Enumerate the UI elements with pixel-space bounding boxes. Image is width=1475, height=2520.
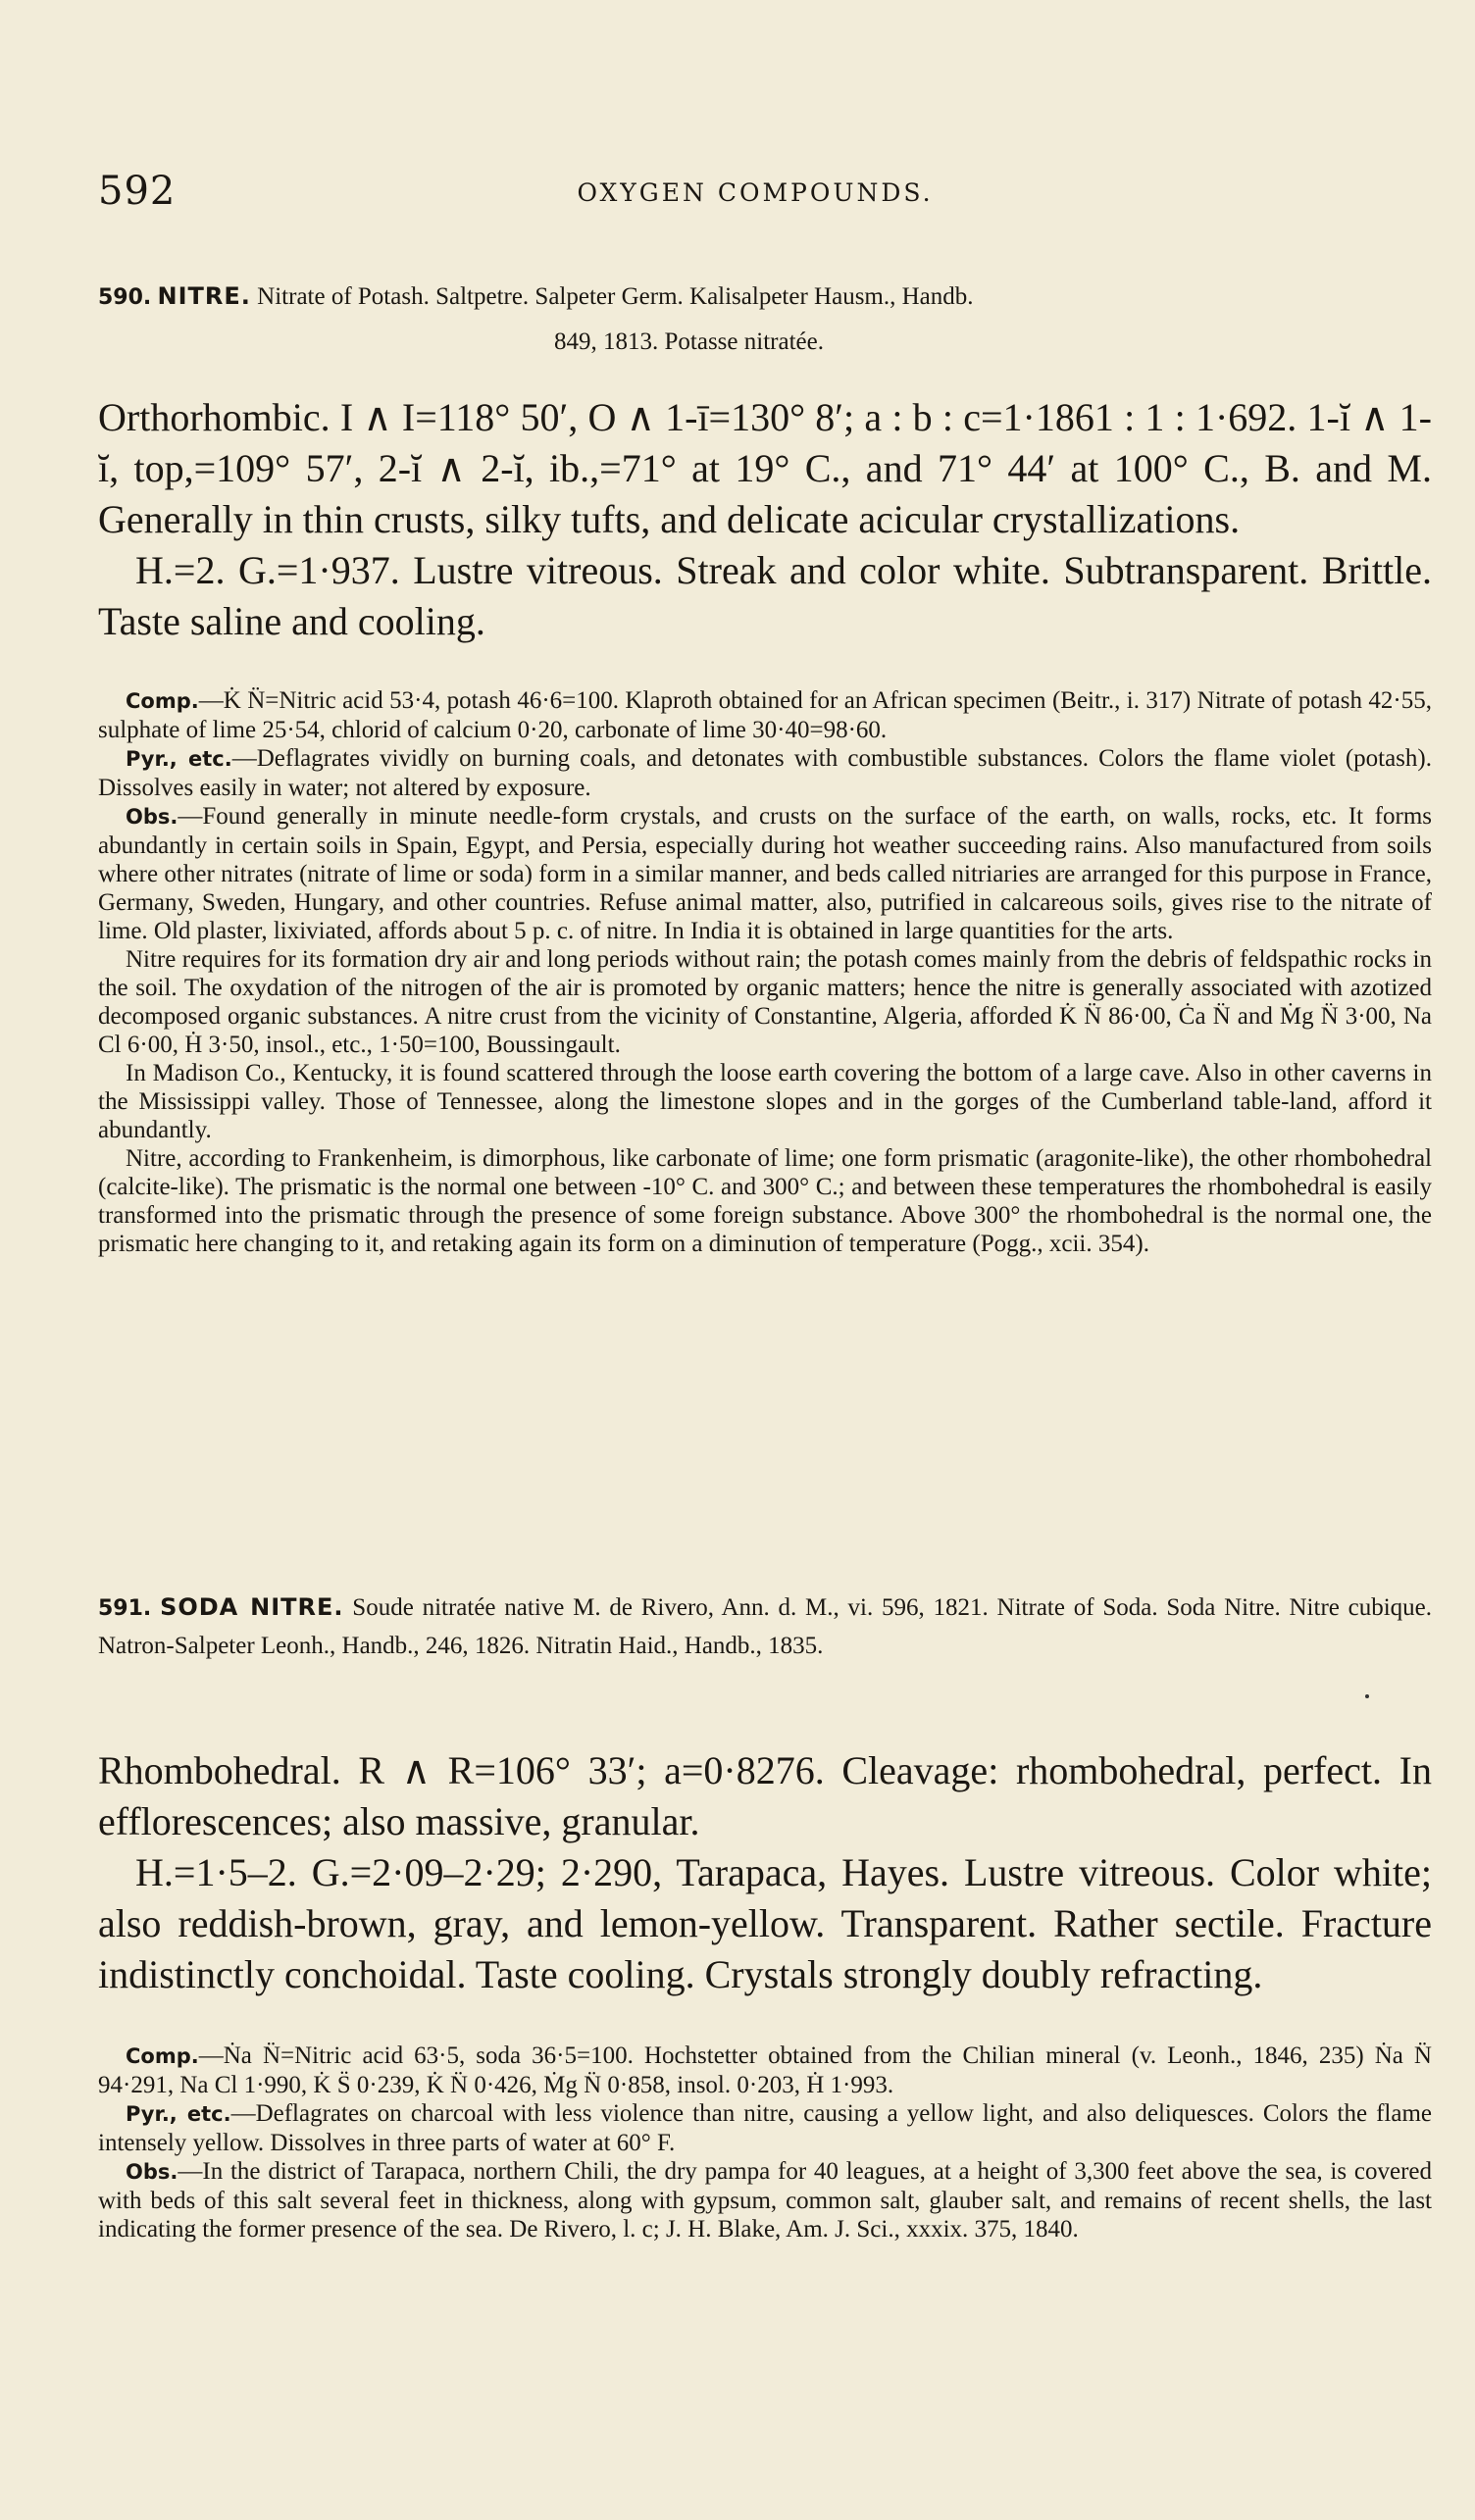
- nitre-obs-p4: Nitre, according to Frankenheim, is dimorphous, like carbonate of lime; one form prismatic (aragonite-like), the other rhombohedral (calcite-like). The prismatic is the normal one between -10° C. and 300° C.; and between these temperatures the rhombohedral is easily transformed into the prismatic through the presence of some foreign substance. Above 300° the rhombohedral is the normal one, the prismatic here changing to it, and retaking again its form on a diminution of temperature (Pogg., xcii. 354).: [98, 1145, 1432, 1257]
- soda-nitre-description: [98, 1745, 1432, 2000]
- soda-nitre-pyr: [98, 2099, 1432, 2157]
- nitre-synonyms-2: 849, 1813. Potasse nitratée.: [554, 328, 824, 355]
- obs-label: Obs.: [126, 2160, 178, 2184]
- soda-nitre-name: SODA NITRE.: [160, 1593, 344, 1621]
- page-number: 592: [98, 169, 177, 214]
- nitre-obs-p3: In Madison Co., Kentucky, it is found scattered through the loose earth covering the bottom of a large cave. Also in other caverns in the Mississippi valley. Those of Tennessee, along the limestone slopes and in the gorges of the Cumberland table-land, afford it abundantly.: [98, 1060, 1432, 1143]
- comp-label: Comp.: [126, 689, 199, 713]
- pyr-label: Pyr., etc.: [126, 2102, 231, 2126]
- soda-nitre-desc-p1: Rhombohedral. R ∧ R=106° 33′; a=0·8276. Cleavage: rhombohedral, perfect. In efflorescences; also massive, granular.: [98, 1748, 1432, 1843]
- nitre-comp: [98, 686, 1432, 744]
- soda-nitre-notes: [98, 2041, 1432, 2243]
- pyr-text: —Deflagrates vividly on burning coals, and detonates with combustible substances. Colors the flame violet (potash). Dissolves easily in water; not altered by exposure.: [98, 745, 1432, 801]
- soda-nitre-obs: [98, 2157, 1432, 2243]
- soda-nitre-synonyms: Soude nitratée native M. de Rivero, Ann. d. M., vi. 596, 1821. Nitrate of Soda. Soda Nitre. Nitre cubique. Natron-Salpeter Leonh., Handb., 246, 1826. Nitratin Haid., Handb., 1835.: [98, 1594, 1433, 1659]
- pyr-text: —Deflagrates on charcoal with less violence than nitre, causing a yellow light, and also deliquesces. Colors the flame intensely yellow. Dissolves in three parts of water at 60° F.: [98, 2100, 1432, 2156]
- nitre-notes: [98, 686, 1432, 1258]
- nitre-obs-p2: Nitre requires for its formation dry air and long periods without rain; the potash comes mainly from the debris of feldspathic rocks in the soil. The oxydation of the nitrogen of the air is promoted by organic matters; hence the nitre is generally associated with azotized decomposed organic substances. A nitre crust from the vicinity of Constantine, Algeria, afforded K̇ N̈ 86·00, Ċa N̈ and Ṁg N̈ 3·00, Na Cl 6·00, Ḣ 3·50, insol., etc., 1·50=100, Boussingault.: [98, 946, 1432, 1058]
- comp-text: —K̇ N̈=Nitric acid 53·4, potash 46·6=100. Klaproth obtained for an African specimen (Beitr., i. 317) Nitrate of potash 42·55, sulphate of lime 25·54, chlorid of calcium 0·20, carbonate of lime 30·40=98·60.: [98, 687, 1432, 743]
- obs-text: —In the district of Tarapaca, northern Chili, the dry pampa for 40 leagues, at a height of 3,300 feet above the sea, is covered with beds of this salt several feet in thickness, along with gypsum, common salt, glauber salt, and remains of recent shells, the last indicating the former presence of the sea. De Rivero, l. c; J. H. Blake, Am. J. Sci., xxxix. 375, 1840.: [98, 2158, 1432, 2243]
- nitre-synonyms-line2: [98, 324, 1475, 361]
- soda-nitre-desc-p2: H.=1·5–2. G.=2·09–2·29; 2·290, Tarapaca, Hayes. Lustre vitreous. Color white; also reddish-brown, gray, and lemon-yellow. Transparent. Rather sectile. Fracture indistinctly conchoidal. Taste cooling. Crystals strongly doubly refracting.: [98, 1850, 1432, 1996]
- soda-nitre-title: [98, 1588, 1432, 1665]
- nitre-obs: [98, 802, 1432, 945]
- comp-text: —Ṅa N̈=Nitric acid 63·5, soda 36·5=100. Hochstetter obtained from the Chilian mineral (v. Leonh., 1846, 235) Ṅa N̈ 94·291, Na Cl 1·990, K̇ S̈ 0·239, K̇ N̈ 0·426, Ṁg N̈ 0·858, insol. 0·203, Ḣ 1·993.: [98, 2042, 1432, 2098]
- page-header: [98, 169, 1412, 227]
- nitre-name: NITRE.: [157, 282, 251, 310]
- nitre-desc-p1: Orthorhombic. I ∧ I=118° 50′, O ∧ 1-ī=130° 8′; a : b : c=1·1861 : 1 : 1·692. 1-ĭ ∧ 1-ĭ, top,=109° 57′, 2-ĭ ∧ 2-ĭ, ib.,=71° at 19° C., and 71° 44′ at 100° C., B. and M. Generally in thin crusts, silky tufts, and delicate acicular crystallizations.: [98, 395, 1432, 541]
- soda-nitre-comp: [98, 2041, 1432, 2099]
- comp-label: Comp.: [126, 2044, 199, 2068]
- obs-label: Obs.: [126, 805, 178, 829]
- nitre-pyr: [98, 744, 1432, 802]
- soda-nitre-number: 591.: [98, 1596, 152, 1621]
- nitre-number: 590.: [98, 285, 152, 310]
- nitre-desc-p2: H.=2. G.=1·937. Lustre vitreous. Streak and color white. Subtransparent. Brittle. Taste saline and cooling.: [98, 548, 1432, 643]
- obs-text: —Found generally in minute needle-form crystals, and crusts on the surface of the earth, on walls, rocks, etc. It forms abundantly in certain soils in Spain, Egypt, and Persia, especially during hot weather succeeding rains. Also manufactured from soils where other nitrates (nitrate of lime or soda) form in a similar manner, and beds called nitriaries are arranged for this purpose in France, Germany, Sweden, Hungary, and other countries. Refuse animal matter, also, putrified in calcareous soils, gives rise to the nitrate of lime. Old plaster, lixiviated, affords about 5 p. c. of nitre. In India it is obtained in large quantities for the arts.: [98, 803, 1432, 944]
- nitre-title: [98, 277, 1432, 317]
- nitre-description: [98, 392, 1432, 647]
- stray-mark: [1365, 1694, 1369, 1698]
- nitre-synonyms-1: Nitrate of Potash. Saltpetre. Salpeter Germ. Kalisalpeter Hausm., Handb.: [257, 283, 974, 310]
- running-head: OXYGEN COMPOUNDS.: [577, 178, 934, 207]
- pyr-label: Pyr., etc.: [126, 747, 232, 771]
